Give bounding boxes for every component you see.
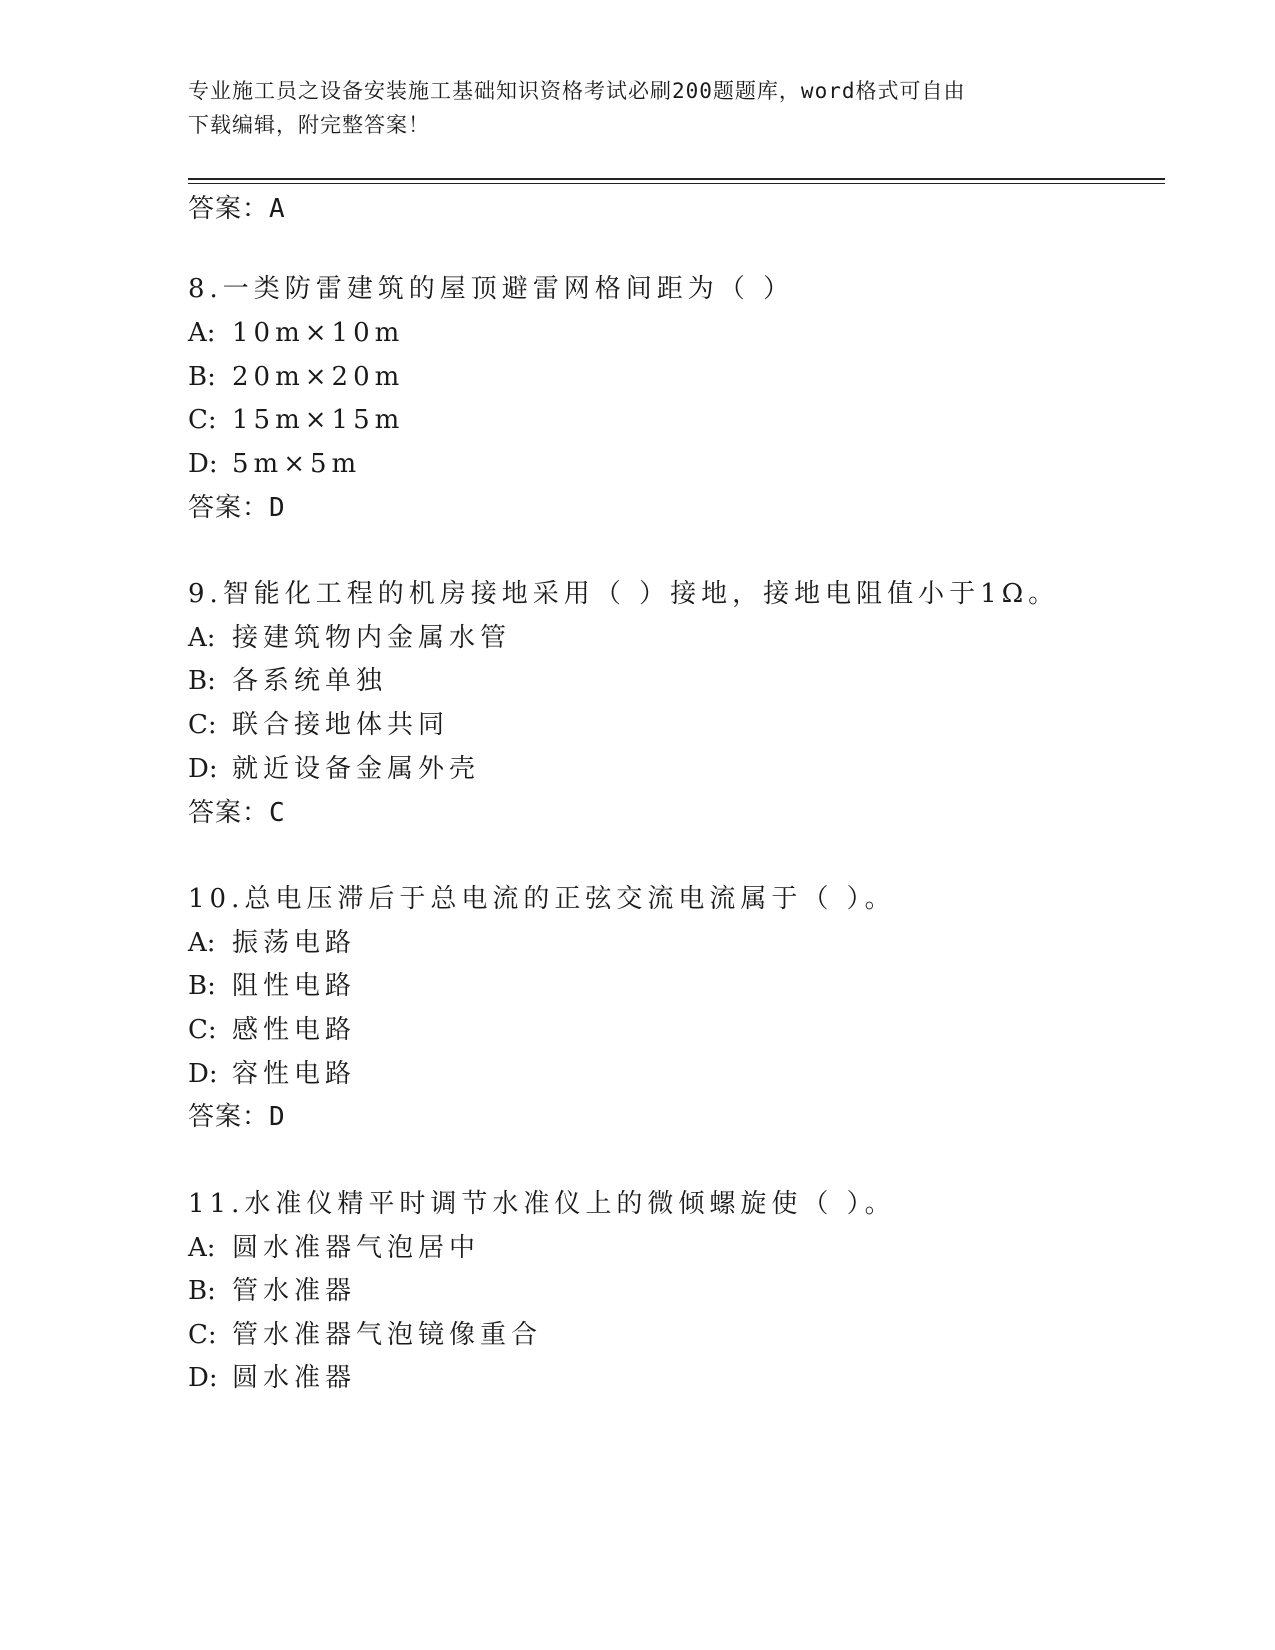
option-text: 15m×15m (232, 405, 405, 435)
option-letter: C: (188, 405, 217, 435)
question-option (188, 1012, 356, 1048)
option-text: 就近设备金属外壳 (232, 754, 481, 784)
question-option (188, 359, 404, 395)
question-title: 11.水准仪精平时调节水准仪上的微倾螺旋使（ ）。 (188, 1189, 896, 1219)
question-option (188, 620, 511, 656)
header-rule-thick (188, 178, 1165, 180)
option-text: 各系统单独 (232, 666, 388, 696)
option-letter: B: (188, 971, 216, 1001)
question-title: 8.一类防雷建筑的屋顶避雷网格间距为（ ） (188, 274, 795, 304)
question-answer: 答案：D (188, 493, 286, 523)
question-option (188, 751, 480, 787)
option-text: 管水准器 (232, 1276, 357, 1306)
option-letter: B: (188, 362, 216, 392)
option-letter: A: (188, 623, 216, 653)
option-letter: A: (188, 928, 216, 958)
header-rule-thin (188, 183, 1165, 184)
option-text: 感性电路 (232, 1015, 357, 1045)
question-option (188, 1273, 356, 1309)
option-letter: A: (188, 1233, 216, 1263)
option-letter: D: (188, 1363, 218, 1393)
question-option (188, 446, 361, 482)
option-text: 接建筑物内金属水管 (232, 623, 512, 653)
option-letter: D: (188, 1059, 218, 1089)
option-text: 圆水准器气泡居中 (232, 1233, 481, 1263)
option-letter: D: (188, 449, 218, 479)
question-option (188, 402, 404, 438)
option-letter: C: (188, 1015, 217, 1045)
question-option (188, 925, 356, 961)
option-text: 容性电路 (232, 1059, 357, 1089)
question-option (188, 1056, 356, 1092)
question-option (188, 1317, 542, 1353)
option-text: 联合接地体共同 (232, 710, 450, 740)
question-answer: 答案：C (188, 798, 286, 828)
option-text: 阻性电路 (232, 971, 357, 1001)
option-text: 管水准器气泡镜像重合 (232, 1320, 543, 1350)
option-letter: D: (188, 754, 218, 784)
option-text: 圆水准器 (232, 1363, 357, 1393)
question-option (188, 1360, 356, 1396)
option-letter: C: (188, 710, 217, 740)
question-option (188, 707, 449, 743)
question-option (188, 315, 404, 351)
previous-answer: 答案：A (188, 194, 286, 224)
document-header (188, 74, 1068, 142)
option-text: 10m×10m (232, 318, 405, 348)
option-letter: B: (188, 666, 216, 696)
option-text: 振荡电路 (232, 928, 357, 958)
question-title: 10.总电压滞后于总电流的正弦交流电流属于（ ）。 (188, 884, 896, 914)
question-title: 9.智能化工程的机房接地采用（ ）接地，接地电阻值小于1Ω。 (188, 579, 1060, 609)
question-option (188, 1230, 480, 1266)
header-line-2: 下载编辑，附完整答案！ (188, 113, 430, 137)
option-text: 5m×5m (232, 449, 362, 479)
option-letter: B: (188, 1276, 216, 1306)
header-line-1: 专业施工员之设备安装施工基础知识资格考试必刷200题题库，word格式可自由 (188, 79, 966, 103)
option-letter: A: (188, 318, 216, 348)
option-text: 20m×20m (232, 362, 405, 392)
option-letter: C: (188, 1320, 217, 1350)
question-answer: 答案：D (188, 1102, 286, 1132)
question-option (188, 968, 356, 1004)
question-option (188, 663, 387, 699)
